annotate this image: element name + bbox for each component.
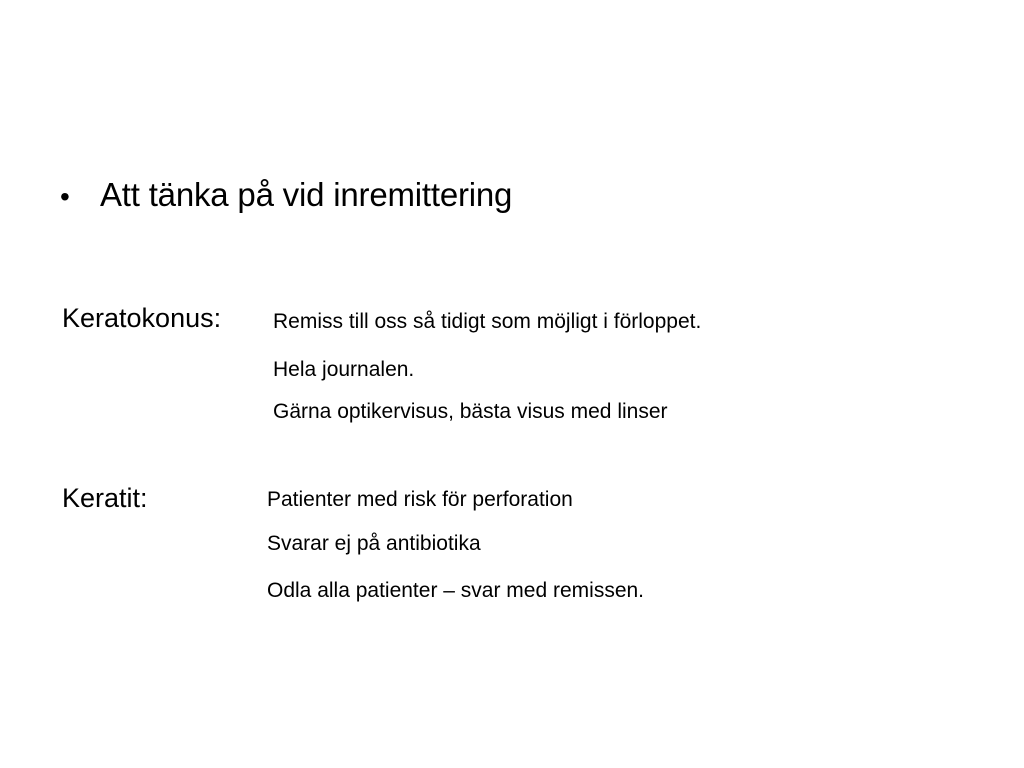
keratokonus-line-1: Remiss till oss så tidigt som möjligt i förloppet. bbox=[273, 310, 702, 333]
keratit-line-3: Odla alla patienter – svar med remissen. bbox=[267, 579, 645, 602]
keratokonus-line-2: Hela journalen. bbox=[273, 358, 415, 381]
keratit-line-1: Patienter med risk för perforation bbox=[267, 488, 573, 511]
section-label-keratokonus: Keratokonus: bbox=[62, 303, 222, 333]
bullet-item bbox=[60, 176, 512, 214]
keratokonus-line-3: Gärna optikervisus, bästa visus med linser bbox=[273, 400, 668, 423]
section-label-keratit: Keratit: bbox=[62, 483, 148, 513]
slide-heading: Att tänka på vid inremittering bbox=[100, 176, 513, 213]
bullet-marker: • bbox=[60, 181, 70, 212]
keratit-line-2: Svarar ej på antibiotika bbox=[267, 532, 481, 555]
